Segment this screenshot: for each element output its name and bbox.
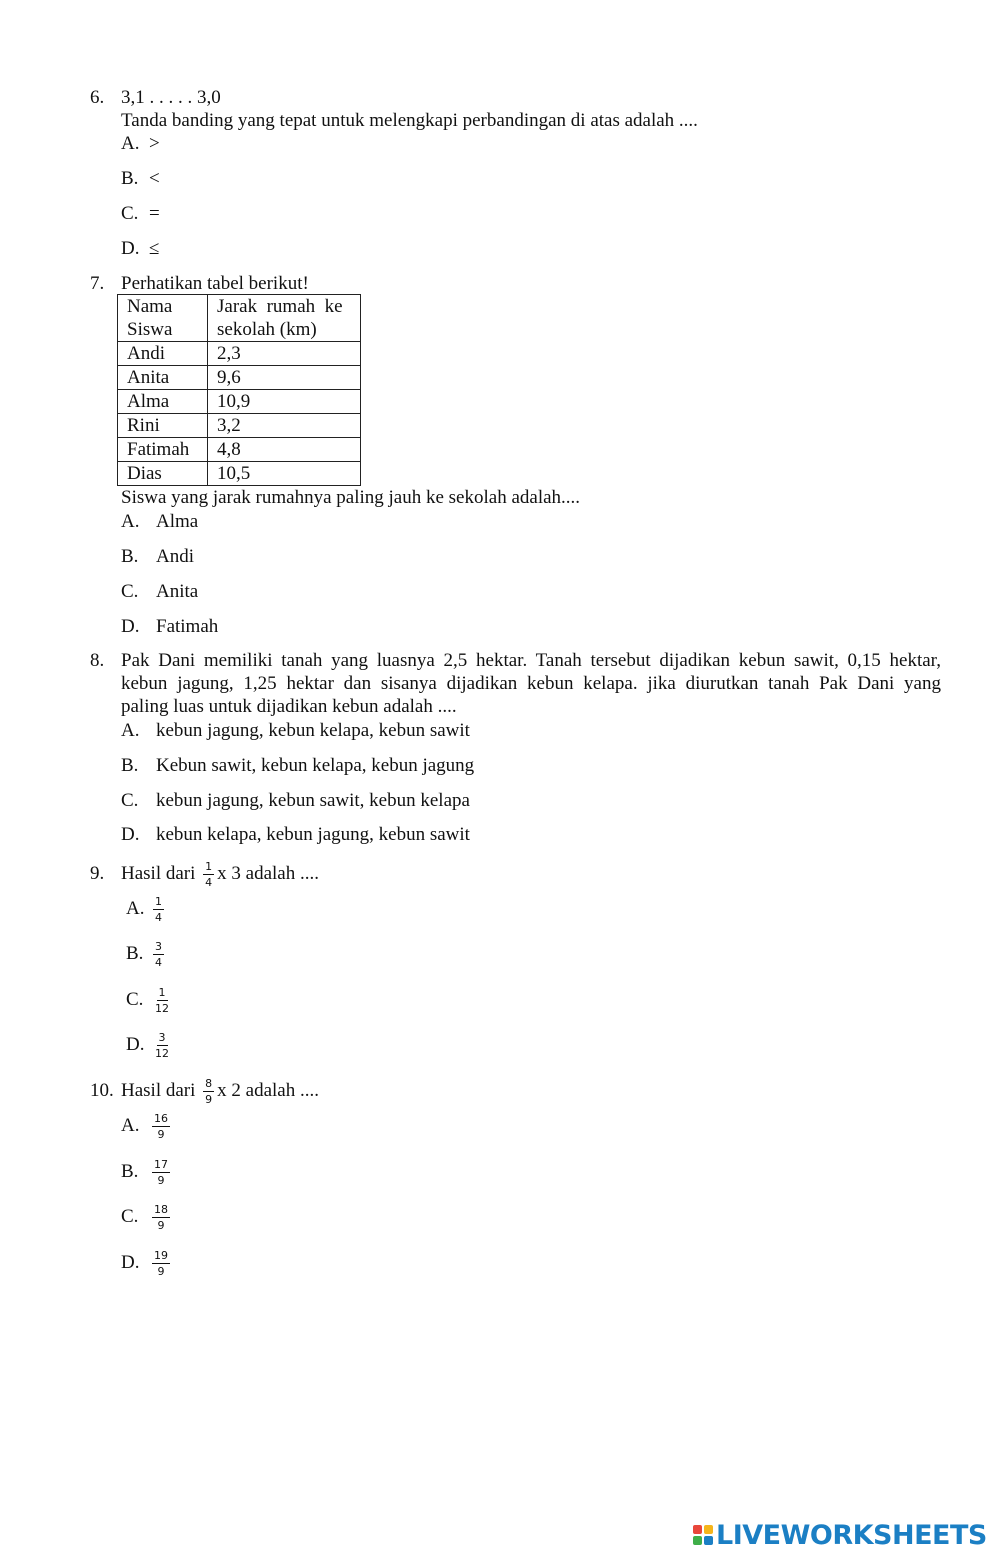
q7-option-a[interactable] bbox=[121, 510, 198, 533]
q10-prefix: Hasil dari bbox=[121, 1080, 196, 1101]
q9-number: 9. bbox=[90, 863, 105, 884]
q10-number: 10. bbox=[90, 1080, 114, 1101]
option-letter: D. bbox=[121, 616, 140, 637]
option-letter: B. bbox=[121, 755, 139, 776]
logo-text: LIVEWORKSHEETS bbox=[716, 1519, 987, 1551]
option-fraction bbox=[153, 895, 164, 924]
table-cell: 10,5 bbox=[208, 462, 361, 486]
q9-option-c[interactable] bbox=[126, 983, 174, 1017]
option-text: = bbox=[149, 203, 160, 224]
q7-intro: Perhatikan tabel berikut! bbox=[121, 273, 309, 294]
option-letter: A. bbox=[121, 133, 140, 154]
header-line: Jarak rumah ke bbox=[217, 296, 343, 317]
q9-option-d[interactable] bbox=[126, 1028, 174, 1062]
option-letter: D. bbox=[121, 824, 140, 845]
logo-square bbox=[704, 1536, 713, 1545]
table-header-row bbox=[118, 295, 361, 342]
denominator: 9 bbox=[157, 1219, 165, 1233]
q6-question: Tanda banding yang tepat untuk melengkapi perbandingan di atas adalah .... bbox=[121, 110, 698, 131]
option-letter: C. bbox=[121, 1206, 139, 1227]
q10-question bbox=[121, 1074, 319, 1108]
table-cell: 3,2 bbox=[208, 414, 361, 438]
header-line: sekolah (km) bbox=[217, 319, 317, 340]
option-letter: C. bbox=[121, 203, 139, 224]
option-fraction bbox=[153, 940, 164, 969]
q9-fraction bbox=[203, 860, 214, 889]
q6-option-a[interactable] bbox=[121, 132, 160, 155]
q9-prefix: Hasil dari bbox=[121, 863, 196, 884]
option-fraction bbox=[153, 1031, 171, 1060]
numerator: 16 bbox=[154, 1112, 168, 1126]
q7-question: Siswa yang jarak rumahnya paling jauh ke sekolah adalah.... bbox=[121, 487, 581, 508]
table-header-cell bbox=[208, 295, 361, 342]
option-letter: A. bbox=[121, 720, 140, 741]
table-cell: Alma bbox=[118, 390, 208, 414]
table-cell: Andi bbox=[118, 342, 208, 366]
logo-square bbox=[693, 1525, 702, 1534]
option-letter: D. bbox=[121, 238, 140, 259]
option-fraction bbox=[152, 1249, 170, 1278]
option-text: Alma bbox=[156, 511, 199, 532]
q7-option-c[interactable] bbox=[121, 580, 198, 603]
table-cell: 4,8 bbox=[208, 438, 361, 462]
option-letter: B. bbox=[126, 943, 144, 964]
logo-grid-icon bbox=[693, 1525, 713, 1545]
option-text: kebun jagung, kebun kelapa, kebun sawit bbox=[156, 720, 470, 741]
option-text: < bbox=[149, 168, 160, 189]
q9-option-a[interactable] bbox=[126, 892, 167, 926]
logo-square bbox=[704, 1525, 713, 1534]
table-header-cell bbox=[118, 295, 208, 342]
liveworksheets-logo bbox=[693, 1518, 987, 1552]
table-row bbox=[118, 342, 361, 366]
table-cell: 9,6 bbox=[208, 366, 361, 390]
option-letter: A. bbox=[121, 511, 140, 532]
option-text: Anita bbox=[156, 581, 199, 602]
numerator: 1 bbox=[158, 986, 166, 1000]
q9-question bbox=[121, 857, 319, 891]
q6-stem: 3,1 . . . . . 3,0 bbox=[121, 87, 221, 108]
q6-option-c[interactable] bbox=[121, 202, 160, 225]
table-cell: Anita bbox=[118, 366, 208, 390]
denominator: 9 bbox=[157, 1265, 165, 1279]
option-fraction bbox=[152, 1112, 170, 1141]
q9-option-b[interactable] bbox=[126, 937, 167, 971]
q7-option-b[interactable] bbox=[121, 545, 194, 568]
option-letter: B. bbox=[121, 1161, 139, 1182]
q10-option-b[interactable] bbox=[121, 1155, 173, 1189]
q7-option-d[interactable] bbox=[121, 615, 218, 638]
distance-table bbox=[117, 294, 361, 486]
option-letter: C. bbox=[121, 581, 139, 602]
q8-question-line3: paling luas untuk dijadikan kebun adalah .... bbox=[121, 696, 457, 717]
option-letter: B. bbox=[121, 168, 139, 189]
denominator: 9 bbox=[157, 1174, 165, 1188]
table-row bbox=[118, 438, 361, 462]
table-cell: Fatimah bbox=[118, 438, 208, 462]
option-letter: A. bbox=[126, 898, 145, 919]
q8-question-line2: kebun jagung, 1,25 hektar dan sisanya dijadikan kebun kelapa. jika diurutkan tanah Pak Dani yang bbox=[121, 673, 941, 694]
option-letter: C. bbox=[126, 989, 144, 1010]
numerator: 19 bbox=[154, 1249, 168, 1263]
option-fraction bbox=[152, 1203, 170, 1232]
option-text: kebun jagung, kebun sawit, kebun kelapa bbox=[156, 790, 470, 811]
option-text: Fatimah bbox=[156, 616, 219, 637]
option-text: Kebun sawit, kebun kelapa, kebun jagung bbox=[156, 755, 475, 776]
option-letter: A. bbox=[121, 1115, 140, 1136]
q6-option-d[interactable] bbox=[121, 237, 159, 260]
numerator: 17 bbox=[154, 1158, 168, 1172]
q8-option-d[interactable] bbox=[121, 823, 470, 846]
denominator: 4 bbox=[155, 956, 162, 970]
numerator: 3 bbox=[155, 940, 162, 954]
q10-option-c[interactable] bbox=[121, 1200, 173, 1234]
option-letter: B. bbox=[121, 546, 139, 567]
option-letter: C. bbox=[121, 790, 139, 811]
q8-option-b[interactable] bbox=[121, 754, 474, 777]
option-text: > bbox=[149, 133, 160, 154]
q6-option-b[interactable] bbox=[121, 167, 160, 190]
table-row bbox=[118, 414, 361, 438]
table-cell: Rini bbox=[118, 414, 208, 438]
denominator: 9 bbox=[205, 1093, 213, 1107]
q8-option-a[interactable] bbox=[121, 719, 470, 742]
q10-suffix: x 2 adalah .... bbox=[217, 1080, 319, 1101]
table-row bbox=[118, 390, 361, 414]
option-text: ≤ bbox=[149, 238, 160, 259]
option-letter: D. bbox=[126, 1034, 145, 1055]
numerator: 1 bbox=[205, 860, 213, 874]
q9-suffix: x 3 adalah .... bbox=[217, 863, 319, 884]
q8-question-line1: Pak Dani memiliki tanah yang luasnya 2,5 hektar. Tanah tersebut dijadikan kebun sawit, 0,15 hektar, bbox=[121, 650, 941, 671]
denominator: 4 bbox=[205, 876, 213, 890]
denominator: 9 bbox=[157, 1128, 165, 1142]
numerator: 18 bbox=[154, 1203, 168, 1217]
option-fraction bbox=[152, 1158, 170, 1187]
denominator: 12 bbox=[155, 1002, 169, 1016]
header-line: Siswa bbox=[127, 319, 173, 340]
option-fraction bbox=[153, 986, 171, 1015]
table-row bbox=[118, 366, 361, 390]
header-line: Nama bbox=[127, 296, 173, 317]
option-text: kebun kelapa, kebun jagung, kebun sawit bbox=[156, 824, 470, 845]
table-cell: 2,3 bbox=[208, 342, 361, 366]
q10-option-d[interactable] bbox=[121, 1246, 173, 1280]
numerator: 3 bbox=[158, 1031, 166, 1045]
denominator: 12 bbox=[155, 1047, 169, 1061]
q8-number: 8. bbox=[90, 650, 105, 671]
denominator: 4 bbox=[155, 911, 162, 925]
q8-option-c[interactable] bbox=[121, 789, 470, 812]
numerator: 1 bbox=[155, 895, 162, 909]
q7-number: 7. bbox=[90, 273, 105, 294]
table-cell: Dias bbox=[118, 462, 208, 486]
q10-option-a[interactable] bbox=[121, 1109, 173, 1143]
logo-square bbox=[693, 1536, 702, 1545]
q6-number: 6. bbox=[90, 87, 105, 108]
option-letter: D. bbox=[121, 1252, 140, 1273]
table-cell: 10,9 bbox=[208, 390, 361, 414]
q10-fraction bbox=[203, 1077, 214, 1106]
option-text: Andi bbox=[156, 546, 194, 567]
numerator: 8 bbox=[205, 1077, 213, 1091]
table-row bbox=[118, 462, 361, 486]
